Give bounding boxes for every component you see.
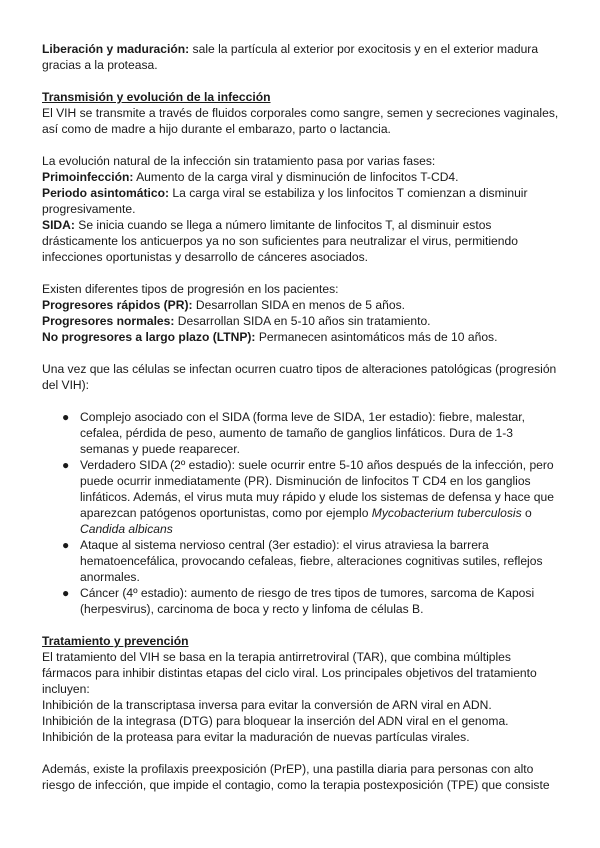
list-item-text: Ataque al sistema nervioso central (3er estadio): el virus atraviesa la barrera hematoencefálica, provocando cefaleas, fiebre, alteraciones cognitivas sutiles, reflejos anormales. bbox=[80, 538, 543, 584]
transmission-heading: Transmisión y evolución de la infección bbox=[42, 90, 271, 104]
progression-term: Progresores normales: bbox=[42, 314, 175, 328]
bullet-icon: ● bbox=[62, 538, 70, 552]
progression-type-normal bbox=[42, 313, 562, 329]
treatment-line: Inhibición de la transcriptasa inversa para evitar la conversión de ARN viral en ADN. bbox=[42, 698, 492, 712]
list-item bbox=[42, 409, 562, 457]
phase-text: La carga viral se estabiliza y los linfocitos T comienzan a disminuir progresivamente. bbox=[42, 186, 528, 216]
alterations-intro: Una vez que las células se infectan ocurren cuatro tipos de alteraciones patológicas (progresión del VIH): bbox=[42, 362, 557, 392]
transmission-text: El VIH se transmite a través de fluidos corporales como sangre, semen y secreciones vaginales, así como de madre a hijo durante el embarazo, parto o lactancia. bbox=[42, 106, 559, 136]
treatment-line: Inhibición de la integrasa (DTG) para bloquear la inserción del ADN viral en el genoma. bbox=[42, 714, 509, 728]
progression-text: Desarrollan SIDA en 5-10 años sin tratamiento. bbox=[174, 314, 431, 328]
progression-type-ltnp bbox=[42, 329, 562, 345]
treatment-line: Inhibición de la proteasa para evitar la maduración de nuevas partículas virales. bbox=[42, 730, 470, 744]
progression-text: Desarrollan SIDA en menos de 5 años. bbox=[192, 298, 405, 312]
treatment-heading: Tratamiento y prevención bbox=[42, 634, 189, 648]
bullet-icon: ● bbox=[62, 586, 70, 600]
treatment-text: El tratamiento del VIH se basa en la terapia antirretroviral (TAR), que combina múltiples fármacos para inhibir distintas etapas del ciclo viral. Los principales objetivos del tratamiento incluyen: bbox=[42, 650, 537, 696]
release-text: sale la partícula al exterior por exocitosis y en el exterior madura gracias a la proteasa. bbox=[42, 42, 539, 72]
phase-asintomatico bbox=[42, 185, 562, 217]
bullet-icon: ● bbox=[62, 458, 70, 472]
phase-text: Aumento de la carga viral y disminución de linfocitos T-CD4. bbox=[133, 170, 459, 184]
list-item bbox=[42, 537, 562, 585]
list-item-text: o bbox=[521, 506, 532, 520]
alterations-list bbox=[42, 409, 562, 617]
phase-term: Primoinfección: bbox=[42, 170, 134, 184]
progression-text: Permanecen asintomáticos más de 10 años. bbox=[255, 330, 498, 344]
progression-term: Progresores rápidos (PR): bbox=[42, 298, 193, 312]
bullet-icon: ● bbox=[62, 410, 70, 424]
prep-text: Además, existe la profilaxis preexposición (PrEP), una pastilla diaria para personas con alto riesgo de infección, que impide el contagio, como la terapia postexposición (TPE) que consiste bbox=[42, 762, 550, 792]
list-item-text: Verdadero SIDA (2º estadio): suele ocurrir entre 5-10 años después de la infección, pero puede ocurrir inmediatamente (PR). Disminución de linfocitos T CD4 en los ganglios linfáticos. Además, el virus muta muy rápido y elude los sistemas de defensa y hace que aparezcan patógenos oportunistas, como por ejemplo bbox=[80, 458, 554, 520]
phase-term: SIDA: bbox=[42, 218, 75, 232]
phase-primoinfeccion bbox=[42, 169, 562, 185]
progression-term: No progresores a largo plazo (LTNP): bbox=[42, 330, 256, 344]
list-item-text: Cáncer (4º estadio): aumento de riesgo de tres tipos de tumores, sarcoma de Kaposi (herpesvirus), carcinoma de boca y recto y linfoma de células B. bbox=[80, 586, 535, 616]
phase-term: Periodo asintomático: bbox=[42, 186, 170, 200]
list-item-text: Complejo asociado con el SIDA (forma leve de SIDA, 1er estadio): fiebre, malestar, cefalea, pérdida de peso, aumento de tamaño de ganglios linfáticos. Dura de 1-3 semanas y puede reaparecer. bbox=[80, 410, 525, 456]
document-page bbox=[42, 41, 562, 793]
phase-sida bbox=[42, 217, 562, 265]
list-item bbox=[42, 457, 562, 537]
release-term: Liberación y maduración: bbox=[42, 42, 190, 56]
progression-intro: Existen diferentes tipos de progresión en los pacientes: bbox=[42, 282, 339, 296]
release-paragraph bbox=[42, 41, 562, 73]
species-name: Mycobacterium tuberculosis bbox=[371, 506, 522, 520]
list-item bbox=[42, 585, 562, 617]
progression-type-pr bbox=[42, 297, 562, 313]
evolution-intro: La evolución natural de la infección sin tratamiento pasa por varias fases: bbox=[42, 154, 436, 168]
phase-text: Se inicia cuando se llega a número limitante de linfocitos T, al disminuir estos drásticamente los anticuerpos ya no son suficientes para neutralizar el virus, permitiendo infecciones oportunistas y desarrollo de cánceres asociados. bbox=[42, 218, 518, 264]
species-name: Candida albicans bbox=[80, 522, 173, 536]
